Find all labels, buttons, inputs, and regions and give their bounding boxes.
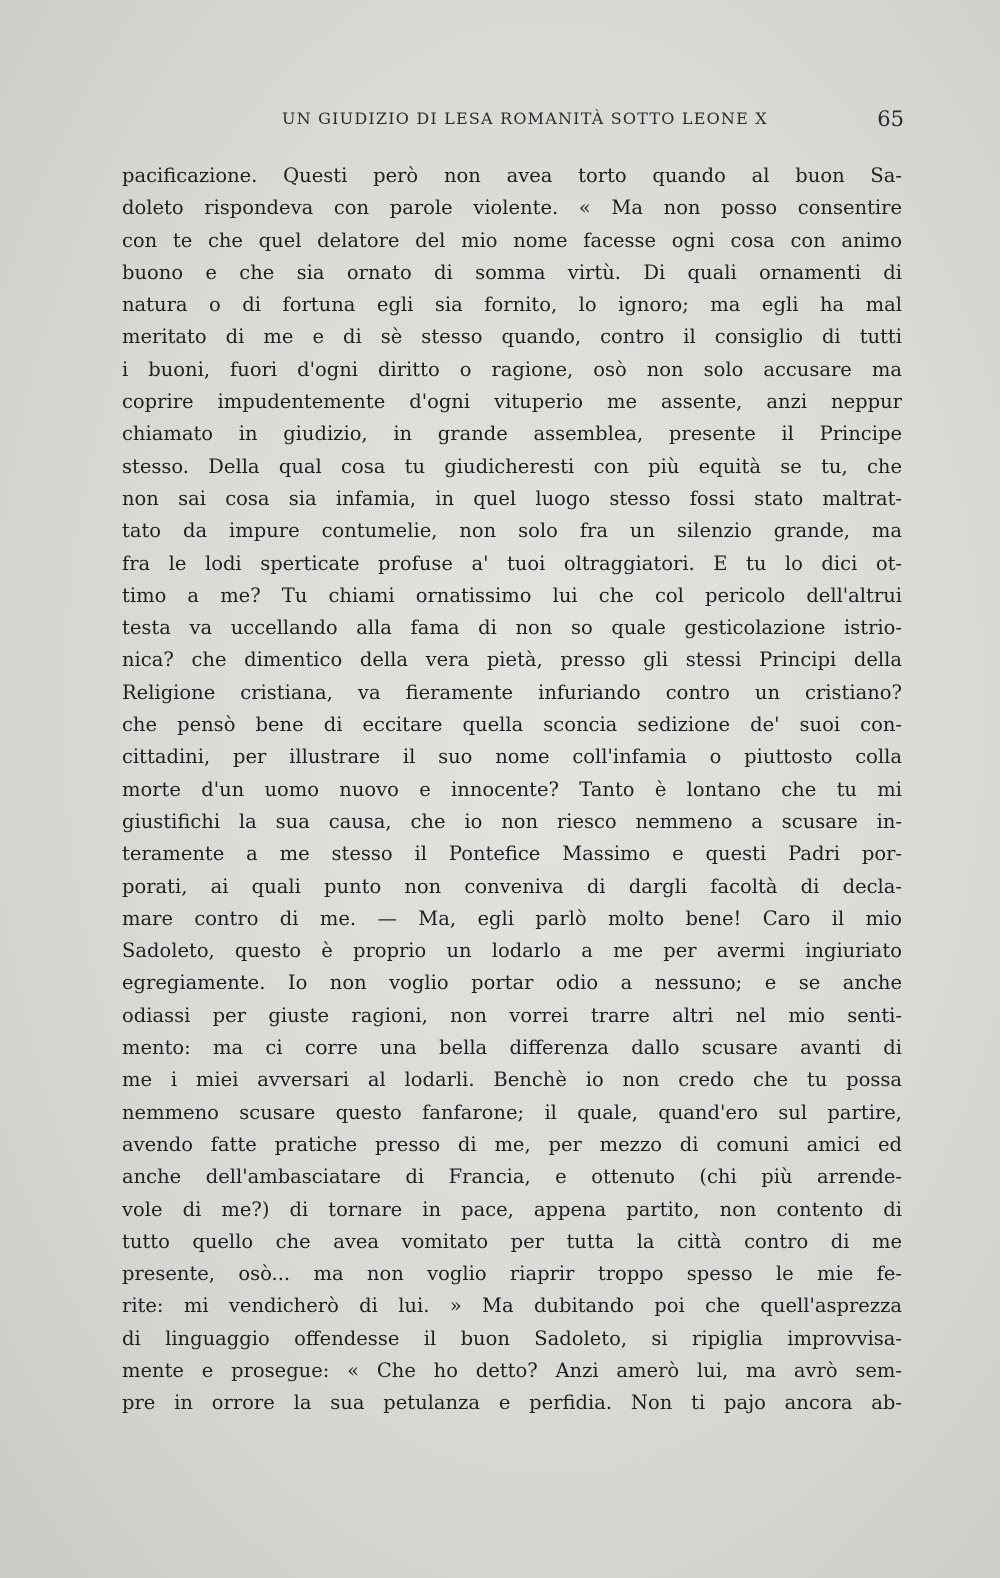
text-line: che pensò bene di eccitare quella sconcia sedizione de' suoi con- (122, 713, 902, 737)
text-line: tato da impure contumelie, non solo fra un silenzio grande, ma (122, 519, 902, 543)
page-header (140, 104, 904, 134)
text-line: pre in orrore la sua petulanza e perfidia. Non ti pajo ancora ab- (122, 1391, 902, 1415)
text-line: i buoni, fuori d'ogni diritto o ragione, osò non solo accusare ma (122, 357, 902, 381)
text-line: vole di me?) di tornare in pace, appena partito, non contento di (122, 1197, 902, 1221)
text-line: Religione cristiana, va fieramente infuriando contro un cristiano? (122, 680, 902, 704)
text-line: mente e prosegue: « Che ho detto? Anzi amerò lui, ma avrò sem- (122, 1358, 902, 1382)
text-line: teramente a me stesso il Pontefice Massimo e questi Padri por- (122, 842, 902, 866)
text-line: cittadini, per illustrare il suo nome coll'infamia o piuttosto colla (122, 745, 902, 769)
text-line: chiamato in giudizio, in grande assemblea, presente il Principe (122, 422, 902, 446)
text-line: pacificazione. Questi però non avea torto quando al buon Sa- (122, 164, 902, 187)
text-line: nemmeno scusare questo fanfarone; il quale, quand'ero sul partire, (122, 1100, 902, 1124)
text-line: avendo fatte pratiche presso di me, per mezzo di comuni amici ed (122, 1132, 902, 1156)
text-line: meritato di me e di sè stesso quando, contro il consiglio di tutti (122, 325, 902, 349)
text-line: natura o di fortuna egli sia fornito, lo ignoro; ma egli ha mal (122, 293, 902, 317)
page-number: 65 (877, 107, 904, 131)
text-line: me i miei avversari al lodarli. Benchè io non credo che tu possa (122, 1068, 902, 1092)
text-line: con te che quel delatore del mio nome facesse ogni cosa con animo (122, 228, 902, 252)
text-line: mare contro di me. — Ma, egli parlò molto bene! Caro il mio (122, 906, 902, 930)
text-line: egregiamente. Io non voglio portar odio a nessuno; e se anche (122, 971, 902, 995)
text-line: di linguaggio offendesse il buon Sadoleto, si ripiglia improvvisa- (122, 1326, 902, 1350)
body-text (122, 160, 902, 1420)
text-line: testa va uccellando alla fama di non so quale gesticolazione istrio- (122, 616, 902, 640)
text-line: stesso. Della qual cosa tu giudicheresti con più equità se tu, che (122, 454, 902, 478)
text-line: porati, ai quali punto non conveniva di dargli facoltà di decla- (122, 874, 902, 898)
text-line: mento: ma ci corre una bella differenza dallo scusare avanti di (122, 1036, 902, 1060)
text-line: nica? che dimentico della vera pietà, presso gli stessi Principi della (122, 648, 902, 672)
text-line: timo a me? Tu chiami ornatissimo lui che col pericolo dell'altrui (122, 583, 902, 607)
text-line: fra le lodi sperticate profuse a' tuoi oltraggiatori. E tu lo dici ot- (122, 551, 902, 575)
text-line: tutto quello che avea vomitato per tutta la città contro di me (122, 1229, 902, 1253)
text-line: presente, osò... ma non voglio riaprir troppo spesso le mie fe- (122, 1262, 902, 1286)
text-line: odiassi per giuste ragioni, non vorrei trarre altri nel mio senti- (122, 1003, 902, 1027)
text-line: Sadoleto, questo è proprio un lodarlo a me per avermi ingiuriato (122, 939, 902, 963)
running-head: UN GIUDIZIO DI LESA ROMANITÀ SOTTO LEONE X (282, 109, 768, 128)
text-line: anche dell'ambasciatare di Francia, e ottenuto (chi più arrende- (122, 1165, 902, 1189)
text-line: buono e che sia ornato di somma virtù. Di quali ornamenti di (122, 260, 902, 284)
text-line: coprire impudentemente d'ogni vituperio me assente, anzi neppur (122, 390, 902, 414)
text-line: non sai cosa sia infamia, in quel luogo stesso fossi stato maltrat- (122, 486, 902, 510)
text-line: morte d'un uomo nuovo e innocente? Tanto è lontano che tu mi (122, 777, 902, 801)
text-line: giustifichi la sua causa, che io non riesco nemmeno a scusare in- (122, 809, 902, 833)
text-line: rite: mi vendicherò di lui. » Ma dubitando poi che quell'asprezza (122, 1294, 902, 1318)
text-line: doleto rispondeva con parole violente. « Ma non posso consentire (122, 196, 902, 220)
